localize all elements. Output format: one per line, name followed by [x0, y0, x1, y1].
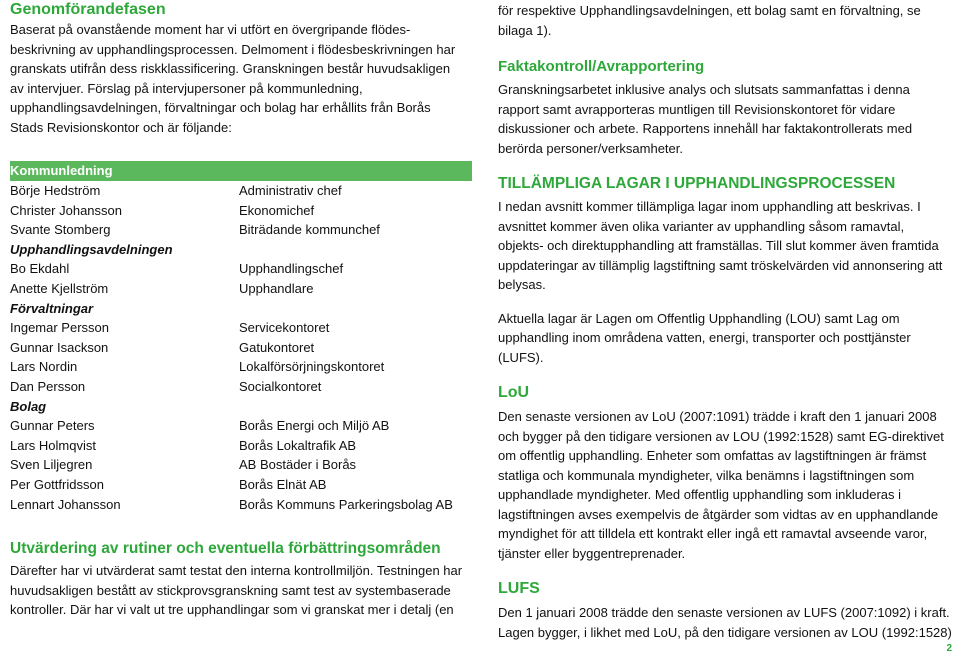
paragraph-line: myndighet för att tilldela ett kontrakt eller ingå ett ramavtal avseende varor, — [498, 526, 928, 541]
person-role: Borås Energi och Miljö AB — [239, 418, 390, 434]
person-role: Upphandlare — [239, 280, 314, 296]
person-role: Borås Lokaltrafik AB — [239, 437, 357, 453]
person-role: Borås Elnät AB — [239, 476, 327, 492]
table-row — [10, 455, 472, 475]
group-label: Förvaltningar — [10, 300, 94, 316]
table-row — [10, 377, 472, 397]
continuation-paragraph — [498, 1, 953, 40]
person-role: Borås Kommuns Parkeringsbolag AB — [239, 496, 453, 512]
table-row — [10, 279, 472, 299]
person-name: Dan Persson — [10, 378, 86, 394]
paragraph-line: och bygger på den tidigare versionen av LOU (1992:1528) samt EG-direktivet — [498, 428, 944, 444]
left-column — [10, 0, 472, 620]
table-row — [10, 338, 472, 358]
person-role: Socialkontoret — [239, 378, 322, 394]
paragraph-line: bilaga 1). — [498, 22, 552, 38]
paragraph-line: I nedan avsnitt kommer tillämpliga lagar inom upphandling att beskrivas. I — [498, 199, 921, 214]
person-name: Sven Liljegren — [10, 457, 93, 473]
person-name: Gunnar Isackson — [10, 339, 109, 355]
paragraph-line: upphandlade myndigheter. Med offentlig upphandling som inkluderas i — [498, 487, 902, 502]
intro-line: Baserat på ovanstående moment har vi utfört en övergripande flödes- — [10, 22, 411, 37]
lufs-paragraph — [498, 603, 953, 642]
table-row — [10, 181, 472, 201]
paragraph-line: tjänster eller byggentreprenader. — [498, 545, 686, 561]
person-name: Börje Hedström — [10, 183, 101, 198]
tillampliga-lagar-paragraph-1 — [498, 197, 953, 295]
person-role: Administrativ chef — [239, 183, 342, 198]
person-name: Ingemar Persson — [10, 320, 109, 336]
section-title-faktakontroll: Faktakontroll/Avrapportering — [498, 58, 705, 75]
paragraph-line: Därefter har vi utvärderat samt testat den interna kontrollmiljön. Testningen har — [10, 563, 463, 579]
table-header-row — [10, 161, 472, 181]
faktakontroll-paragraph — [498, 80, 953, 158]
person-name: Lars Nordin — [10, 359, 78, 375]
table-row — [10, 436, 472, 456]
interviewee-table — [10, 161, 472, 514]
group-label: Upphandlingsavdelningen — [10, 241, 173, 257]
paragraph-line: Aktuella lagar är Lagen om Offentlig Upphandling (LOU) samt Lag om — [498, 310, 900, 326]
paragraph-line: huvudsakligen bestått av stickprovsgranskning samt test av systembaserade — [10, 582, 451, 598]
table-row — [10, 220, 472, 240]
paragraph-line: (LUFS). — [498, 349, 544, 365]
paragraph-line: Granskningsarbetet inklusive analys och slutsats sammanfattas i denna — [498, 82, 910, 97]
section-title-genomforandefasen: Genomförandefasen — [10, 1, 166, 18]
person-name: Svante Stomberg — [10, 222, 111, 238]
person-name: Gunnar Peters — [10, 418, 95, 434]
table-row — [10, 357, 472, 377]
lou-paragraph — [498, 407, 953, 563]
intro-line: Stads Revisionskontor och är följande: — [10, 119, 232, 135]
paragraph-line: uppdateringar av tillämplig lagstiftning samt tröskelvärden vid annonsering att — [498, 257, 943, 273]
intro-line: av intervjuer. Förslag på intervjupersoner på kommunledning, — [10, 80, 363, 96]
table-group-row — [10, 397, 472, 417]
person-role: Ekonomichef — [239, 202, 315, 218]
tillampliga-lagar-paragraph-2 — [498, 309, 953, 368]
table-row — [10, 475, 472, 495]
person-name: Lars Holmqvist — [10, 437, 96, 453]
paragraph-line: Den senaste versionen av LoU (2007:1091) trädde i kraft den 1 januari 2008 — [498, 409, 937, 424]
paragraph-line: lagstiftningen avses exempelvis de åtgärder som vidtas av en upphandlande — [498, 506, 939, 522]
intro-paragraph — [10, 20, 472, 137]
intro-line: upphandlingsavdelningen, förvaltningar och bolag har erhållits från Borås — [10, 100, 431, 115]
right-column — [498, 0, 953, 642]
person-role: Lokalförsörjningskontoret — [239, 359, 385, 375]
section-title-tillampliga-lagar: TILLÄMPLIGA LAGAR I UPPHANDLINGSPROCESSEN — [498, 175, 896, 192]
utvardering-paragraph — [10, 561, 472, 620]
section-title-lou: LoU — [498, 384, 530, 401]
person-name: Lennart Johansson — [10, 496, 121, 512]
table-row — [10, 318, 472, 338]
person-role: Biträdande kommunchef — [239, 222, 380, 238]
section-title-utvardering: Utvärdering av rutiner och eventuella förbättringsområden — [10, 540, 441, 558]
paragraph-line: kontroller. Där har vi valt ut tre upphandlingar som vi granskat mer i detalj (en — [10, 602, 454, 618]
paragraph-line: om offentlig upphandling. Enheter som omfattas av lagstiftningen är främst — [498, 448, 927, 463]
person-role: Servicekontoret — [239, 320, 330, 336]
paragraph-line: objekts- och direktupphandling att framställas. Till slut kommer även framtida — [498, 238, 939, 253]
page-number: 2 — [946, 643, 952, 654]
group-label: Bolag — [10, 398, 47, 414]
paragraph-line: statliga och kommunala myndigheter, vilka benämns i lagstiftningen som — [498, 467, 915, 483]
person-name: Christer Johansson — [10, 202, 122, 218]
paragraph-line: avsnittet kommer även olika varianter av upphandling såsom ramavtal, — [498, 218, 905, 234]
paragraph-line: Den 1 januari 2008 trädde den senaste versionen av LUFS (2007:1092) i kraft. — [498, 605, 950, 620]
person-name: Per Gottfridsson — [10, 476, 104, 492]
person-role: Gatukontoret — [239, 339, 315, 355]
section-title-lufs: LUFS — [498, 580, 540, 597]
person-name: Bo Ekdahl — [10, 261, 70, 277]
paragraph-line: berörda personer/verksamheter. — [498, 140, 683, 156]
table-row — [10, 495, 472, 515]
paragraph-line: diskussioner och arbete. Rapportens innehåll har faktakontrollerats med — [498, 121, 913, 136]
person-role: AB Bostäder i Borås — [239, 457, 357, 473]
intro-line: granskats utifrån dess riskklassificering. Granskningen består huvudsakligen — [10, 61, 451, 76]
table-group-row — [10, 299, 472, 319]
paragraph-line: för respektive Upphandlingsavdelningen, ett bolag samt en förvaltning, se — [498, 3, 921, 18]
paragraph-line: belysas. — [498, 277, 546, 292]
table-group-row — [10, 240, 472, 260]
paragraph-line: Lagen bygger, i likhet med LoU, på den tidigare versionen av LOU (1992:1528) — [498, 624, 952, 640]
table-header-kommunledning: Kommunledning — [10, 161, 472, 181]
person-role: Upphandlingschef — [239, 261, 344, 277]
paragraph-line: rapport samt avrapporteras muntligen till Revisionskontoret för vidare — [498, 101, 896, 117]
table-row — [10, 201, 472, 221]
table-row — [10, 416, 472, 436]
person-name: Anette Kjellström — [10, 280, 109, 296]
paragraph-line: upphandling inom områdena vatten, energi, transporter och posttjänster — [498, 330, 911, 345]
table-row — [10, 259, 472, 279]
intro-line: beskrivning av upphandlingsprocessen. Delmoment i flödesbeskrivningen har — [10, 41, 456, 57]
